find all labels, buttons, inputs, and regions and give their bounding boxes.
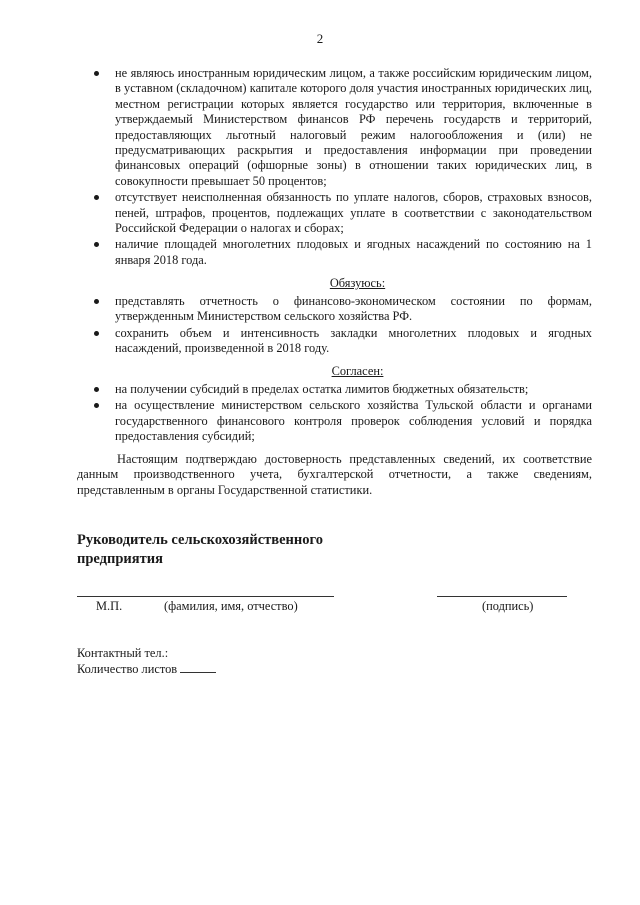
- sheets-count-blank: [180, 662, 216, 673]
- signature-line: [437, 596, 567, 597]
- agreement-list: [0, 382, 640, 445]
- bullet-icon: [94, 195, 99, 200]
- eligibility-section: [0, 66, 640, 269]
- stamp-caption: М.П.: [96, 599, 123, 613]
- list-item: отсутствует неисполненная обязанность по уплате налогов, сборов, страховых взносов, пеней, штрафов, процентов, подлежащих уплате в соответствии с законодательством Российской Федерации о налогах и сборах;: [0, 190, 640, 236]
- name-caption: (фамилия, имя, отчество): [164, 599, 298, 613]
- contact-phone: [77, 645, 168, 661]
- contact-phone-label: Контактный тел.:: [77, 646, 169, 660]
- bullet-icon: [94, 331, 99, 336]
- confirmation-section: [0, 452, 640, 498]
- page-number: 2: [316, 31, 324, 46]
- bullet-icon: [94, 242, 99, 247]
- signature-title: Руководитель сельскохозяйственного предприятия: [77, 532, 323, 567]
- list-item: на осуществление министерством сельского хозяйства Тульской области и органами государственного финансового контроля проверок соблюдения условий и порядка предоставления субсидий;: [0, 398, 640, 444]
- commitment-heading: Обязуюсь:: [329, 276, 386, 290]
- bullet-icon: [94, 71, 99, 76]
- eligibility-list: [0, 66, 640, 268]
- confirmation-paragraph: Настоящим подтверждаю достоверность представленных сведений, их соответствие данным производственного учета, бухгалтерской отчетности, а также сведениям, представленным в органы Государственной статистики.: [77, 452, 592, 497]
- list-item: сохранить объем и интенсивность закладки многолетних плодовых и ягодных насаждений, произведенной в 2018 году.: [0, 326, 640, 357]
- name-line: [77, 596, 334, 597]
- bullet-icon: [94, 387, 99, 392]
- list-item: наличие площадей многолетних плодовых и ягодных насаждений по состоянию на 1 января 2018 года.: [0, 237, 640, 268]
- signature-caption: (подпись): [482, 599, 534, 613]
- sheets-count-label: Количество листов: [77, 662, 178, 676]
- bullet-icon: [94, 403, 99, 408]
- agreement-section: [0, 364, 640, 446]
- list-item: на получении субсидий в пределах остатка лимитов бюджетных обязательств;: [0, 382, 640, 397]
- commitment-list: [0, 294, 640, 357]
- commitment-section: [0, 276, 640, 358]
- list-item: представлять отчетность о финансово-экономическом состоянии по формам, утвержденным Министерством сельского хозяйства РФ.: [0, 294, 640, 325]
- bullet-icon: [94, 299, 99, 304]
- agreement-heading: Согласен:: [331, 364, 384, 378]
- list-item: не являюсь иностранным юридическим лицом, а также российским юридическим лицом, в уставном (складочном) капитале которого доля участия иностранных юридических лиц, местном регистрации которых является государство или территория, включенные в утверждаемый Министерством финансов РФ перечень государств и территорий, предоставляющих льготный налоговый режим налогообложения и (или) не предусматривающих раскрытия и предоставления информации при проведении финансовых операций (офшорные зоны) в отношении таких юридических лиц, в совокупности превышает 50 процентов;: [0, 66, 640, 189]
- sheets-count: [77, 661, 216, 677]
